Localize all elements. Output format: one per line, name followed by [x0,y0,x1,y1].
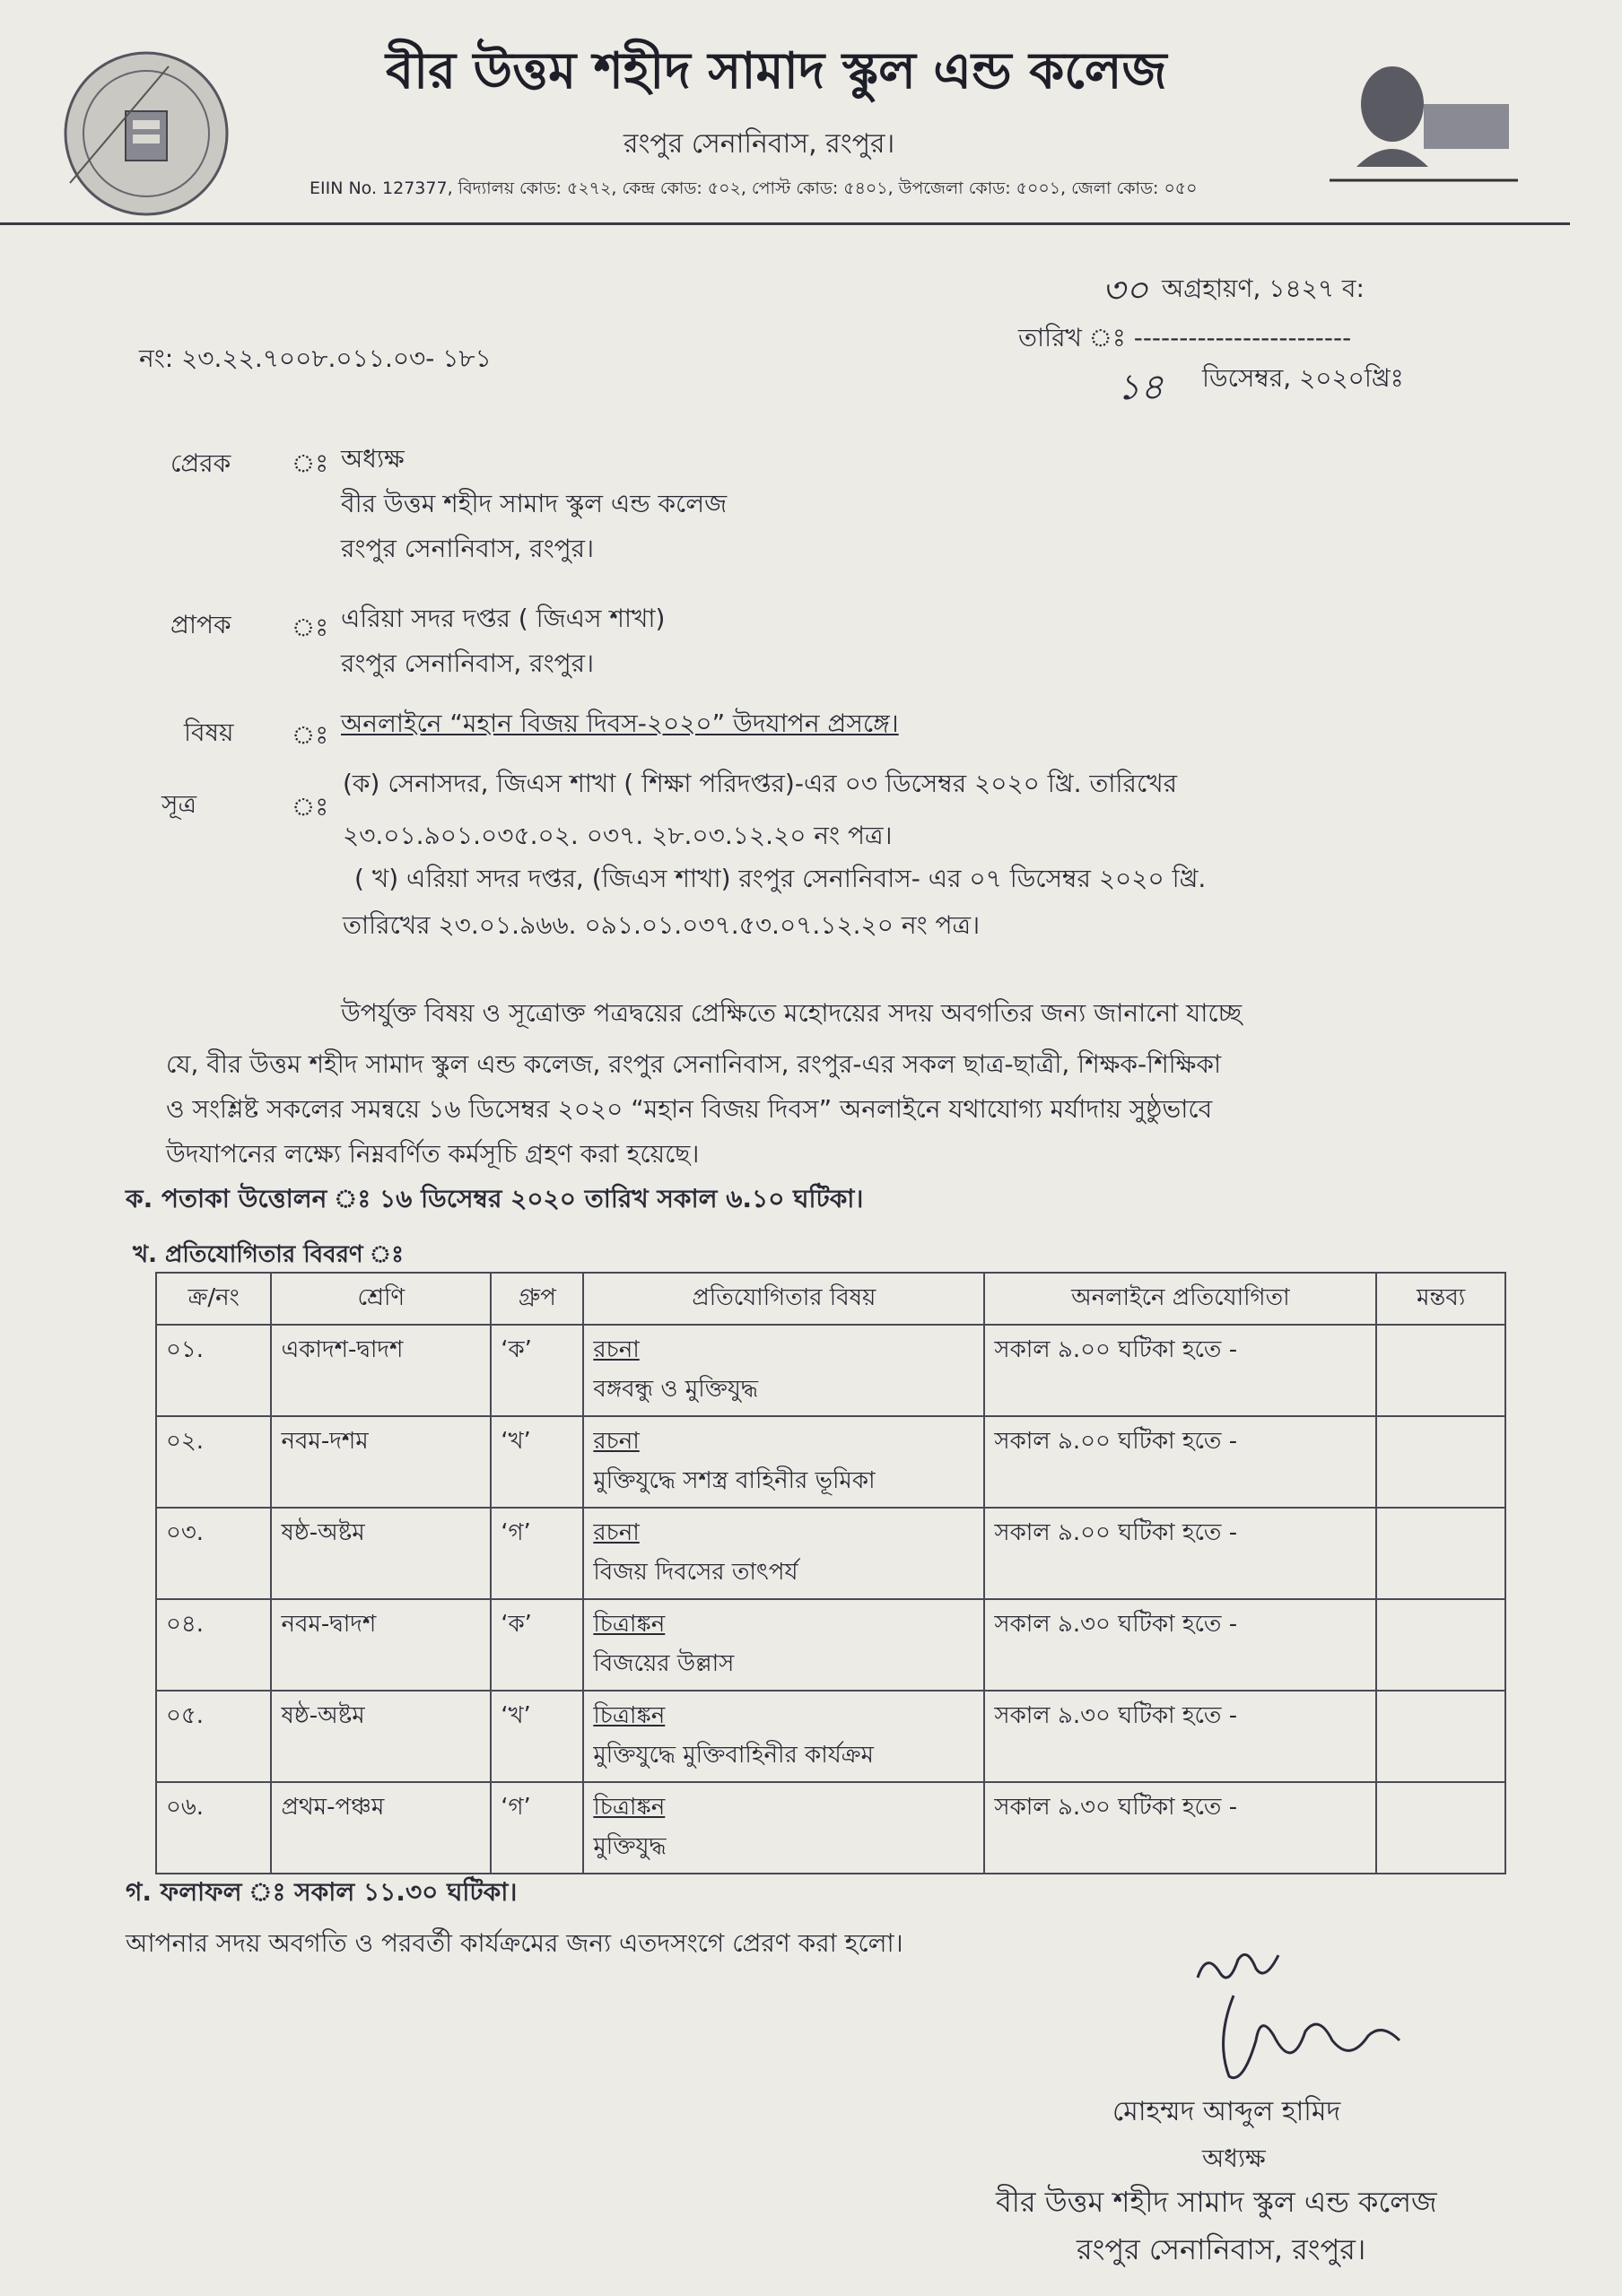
competition-type: চিত্রাঙ্কন [593,1794,666,1821]
sender-line: বীর উত্তম শহীদ সামাদ স্কুল এন্ড কলেজ [341,489,728,518]
reference-a: (ক) সেনাসদর, জিএস শাখা ( শিক্ষা পরিদপ্তর)-এর ০৩ ডিসেম্বর ২০২০ খ্রি. তারিখের [343,769,1177,798]
sender-line: অধ্যক্ষ [341,444,405,474]
signatory-school: বীর উত্তম শহীদ সামাদ স্কুল এন্ড কলেজ [996,2185,1437,2219]
time-cell: সকাল ৯.৩০ ঘটিকা হতে - [984,1782,1376,1874]
class-cell: প্রথম-পঞ্চম [271,1782,491,1874]
competition-table [155,1272,1506,1874]
sender-colon: ঃ [292,448,329,478]
competition-type: রচনা [593,1519,640,1546]
class-cell: ষষ্ঠ-অষ্টম [271,1691,491,1782]
body-line: উপর্যুক্ত বিষয় ও সূত্রোক্ত পত্রদ্বয়ের প্রেক্ষিতে মহোদয়ের সদয় অবগতির জন্য জানানো যাচ্ছে [341,998,1243,1028]
group-cell: ‘খ’ [491,1416,583,1508]
header-remarks: মন্তব্য [1376,1273,1505,1325]
group-cell: ‘ক’ [491,1599,583,1691]
header-group: গ্রুপ [491,1273,583,1325]
signatory-title: অধ্যক্ষ [1202,2144,1266,2173]
signatory-address: রংপুর সেনানিবাস, রংপুর। [1077,2232,1366,2266]
header-class: শ্রেণি [271,1273,491,1325]
subject-cell [583,1508,984,1599]
table-row [156,1782,1505,1874]
subject-label: বিষয় [184,718,234,747]
subject-cell [583,1416,984,1508]
competition-topic: মুক্তিযুদ্ধে সশস্ত্র বাহিনীর ভূমিকা [593,1467,876,1494]
reference-a-number: ২৩.০১.৯০১.০৩৫.০২. ০৩৭. ২৮.০৩.১২.২০ নং পত্র। [343,821,893,850]
result-time: গ. ফলাফল ঃ সকাল ১১.৩০ ঘটিকা। [126,1877,518,1907]
time-cell: সকাল ৯.০০ ঘটিকা হতে - [984,1325,1376,1416]
class-cell: একাদশ-দ্বাদশ [271,1325,491,1416]
time-cell: সকাল ৯.৩০ ঘটিকা হতে - [984,1599,1376,1691]
table-row [156,1508,1505,1599]
subject-colon: ঃ [292,720,329,750]
table-row [156,1416,1505,1508]
time-cell: সকাল ৯.০০ ঘটিকা হতে - [984,1508,1376,1599]
competition-type: রচনা [593,1336,640,1363]
serial-cell: ০১. [156,1325,271,1416]
recipient-line: রংপুর সেনানিবাস, রংপুর। [341,648,595,678]
competition-topic: বঙ্গবন্ধু ও মুক্তিযুদ্ধ [593,1376,758,1403]
sender-line: রংপুর সেনানিবাস, রংপুর। [341,534,595,563]
date-label: তারিখ ঃ ------------------------ [1018,323,1352,352]
header-divider [0,222,1570,225]
time-cell: সকাল ৯.০০ ঘটিকা হতে - [984,1416,1376,1508]
bengali-date: অগ্রহায়ণ, ১৪২৭ ব: [1162,274,1365,303]
table-row [156,1325,1505,1416]
subject-text: অনলাইনে “মহান বিজয় দিবস-২০২০” উদযাপন প্রসঙ্গে। [341,709,899,738]
subject-cell [583,1691,984,1782]
serial-cell: ০৪. [156,1599,271,1691]
closing-line: আপনার সদয় অবগতি ও পরবর্তী কার্যক্রমের জন্য এতদসংগে প্রেরণ করা হলো। [126,1928,903,1958]
competition-topic: বিজয়ের উল্লাস [593,1650,735,1677]
header-serial: ক্র/নং [156,1273,271,1325]
recipient-colon: ঃ [292,613,329,642]
competition-topic: মুক্তিযুদ্ধে মুক্তিবাহিনীর কার্যক্রম [593,1742,874,1769]
group-cell: ‘গ’ [491,1782,583,1874]
table-header-row [156,1273,1505,1325]
time-cell: সকাল ৯.৩০ ঘটিকা হতে - [984,1691,1376,1782]
header-subject: প্রতিযোগিতার বিষয় [583,1273,984,1325]
bengali-date-day: ৩০ [1102,270,1149,311]
remark-cell [1376,1782,1505,1874]
competition-topic: বিজয় দিবসের তাৎপর্য [593,1559,798,1586]
competition-type: রচনা [593,1428,640,1455]
subject-cell [583,1325,984,1416]
serial-cell: ০৩. [156,1508,271,1599]
school-address: রংপুর সেনানিবাস, রংপুর। [624,128,895,160]
sender-label: প্রেরক [170,448,231,478]
serial-cell: ০২. [156,1416,271,1508]
institution-codes: EIIN No. 127377, বিদ্যালয় কোড: ৫২৭২, কেন্দ্র কোড: ৫০২, পোস্ট কোড: ৫৪০১, উপজেলা কোড: ৫০০১, জেলা কোড: ০৫০ [310,178,1198,198]
recipient-line: এরিয়া সদর দপ্তর ( জিএস শাখা) [341,604,666,633]
class-cell: ষষ্ঠ-অষ্টম [271,1508,491,1599]
subject-cell [583,1782,984,1874]
body-line: যে, বীর উত্তম শহীদ সামাদ স্কুল এন্ড কলেজ, রংপুর সেনানিবাস, রংপুর-এর সকল ছাত্র-ছাত্রী, শিক্ষক-শিক্ষিকা [166,1049,1222,1079]
signatory-name: মোহম্মদ আব্দুল হামিদ [1112,2096,1341,2127]
group-cell: ‘ক’ [491,1325,583,1416]
table-row [156,1599,1505,1691]
remark-cell [1376,1508,1505,1599]
reference-b: ( খ) এরিয়া সদর দপ্তর, (জিএস শাখা) রংপুর সেনানিবাস- এর ০৭ ডিসেম্বর ২০২০ খ্রি. [354,864,1207,893]
remark-cell [1376,1416,1505,1508]
school-name: বীর উত্তম শহীদ সামাদ স্কুল এন্ড কলেজ [386,42,1167,100]
class-cell: নবম-দ্বাদশ [271,1599,491,1691]
serial-cell: ০৬. [156,1782,271,1874]
gregorian-date: ডিসেম্বর, ২০২০খ্রিঃ [1202,363,1404,393]
group-cell: ‘খ’ [491,1691,583,1782]
reference-label: সূত্র [161,789,197,819]
serial-cell: ০৫. [156,1691,271,1782]
group-cell: ‘গ’ [491,1508,583,1599]
header-online: অনলাইনে প্রতিযোগিতা [984,1273,1376,1325]
gregorian-date-day: ১৪ [1117,367,1164,408]
competition-heading: খ. প্রতিযোগিতার বিবরণ ঃ [133,1241,405,1268]
body-line: উদযাপনের লক্ষ্যে নিম্নবর্ণিত কর্মসূচি গ্রহণ করা হয়েছে। [166,1139,700,1169]
flag-hoisting: ক. পতাকা উত্তোলন ঃ ১৬ ডিসেম্বর ২০২০ তারিখ সকাল ৬.১০ ঘটিকা। [126,1184,864,1213]
reference-b-number: তারিখের ২৩.০১.৯৬৬. ০৯১.০১.০৩৭.৫৩.০৭.১২.২০ নং পত্র। [343,910,981,940]
signature-icon [1207,1987,1413,2094]
class-cell: নবম-দশম [271,1416,491,1508]
table-row [156,1691,1505,1782]
competition-type: চিত্রাঙ্কন [593,1611,666,1638]
remark-cell [1376,1691,1505,1782]
initial-scribble-icon [1193,1942,1292,1991]
competition-topic: মুক্তিযুদ্ধ [593,1833,667,1860]
competition-type: চিত্রাঙ্কন [593,1702,666,1729]
mujib-borsho-logo-icon [1330,50,1518,185]
memo-number: নং: ২৩.২২.৭০০৮.০১১.০৩- ১৮১ [139,344,492,373]
body-line: ও সংশ্লিষ্ট সকলের সমন্বয়ে ১৬ ডিসেম্বর ২০২০ “মহান বিজয় দিবস” অনলাইনে যথাযোগ্য মর্যাদায় সুষ্ঠুভাবে [166,1094,1213,1124]
recipient-label: প্রাপক [170,610,231,639]
remark-cell [1376,1325,1505,1416]
school-crest-icon [61,48,231,219]
remark-cell [1376,1599,1505,1691]
reference-colon: ঃ [292,792,329,822]
subject-cell [583,1599,984,1691]
